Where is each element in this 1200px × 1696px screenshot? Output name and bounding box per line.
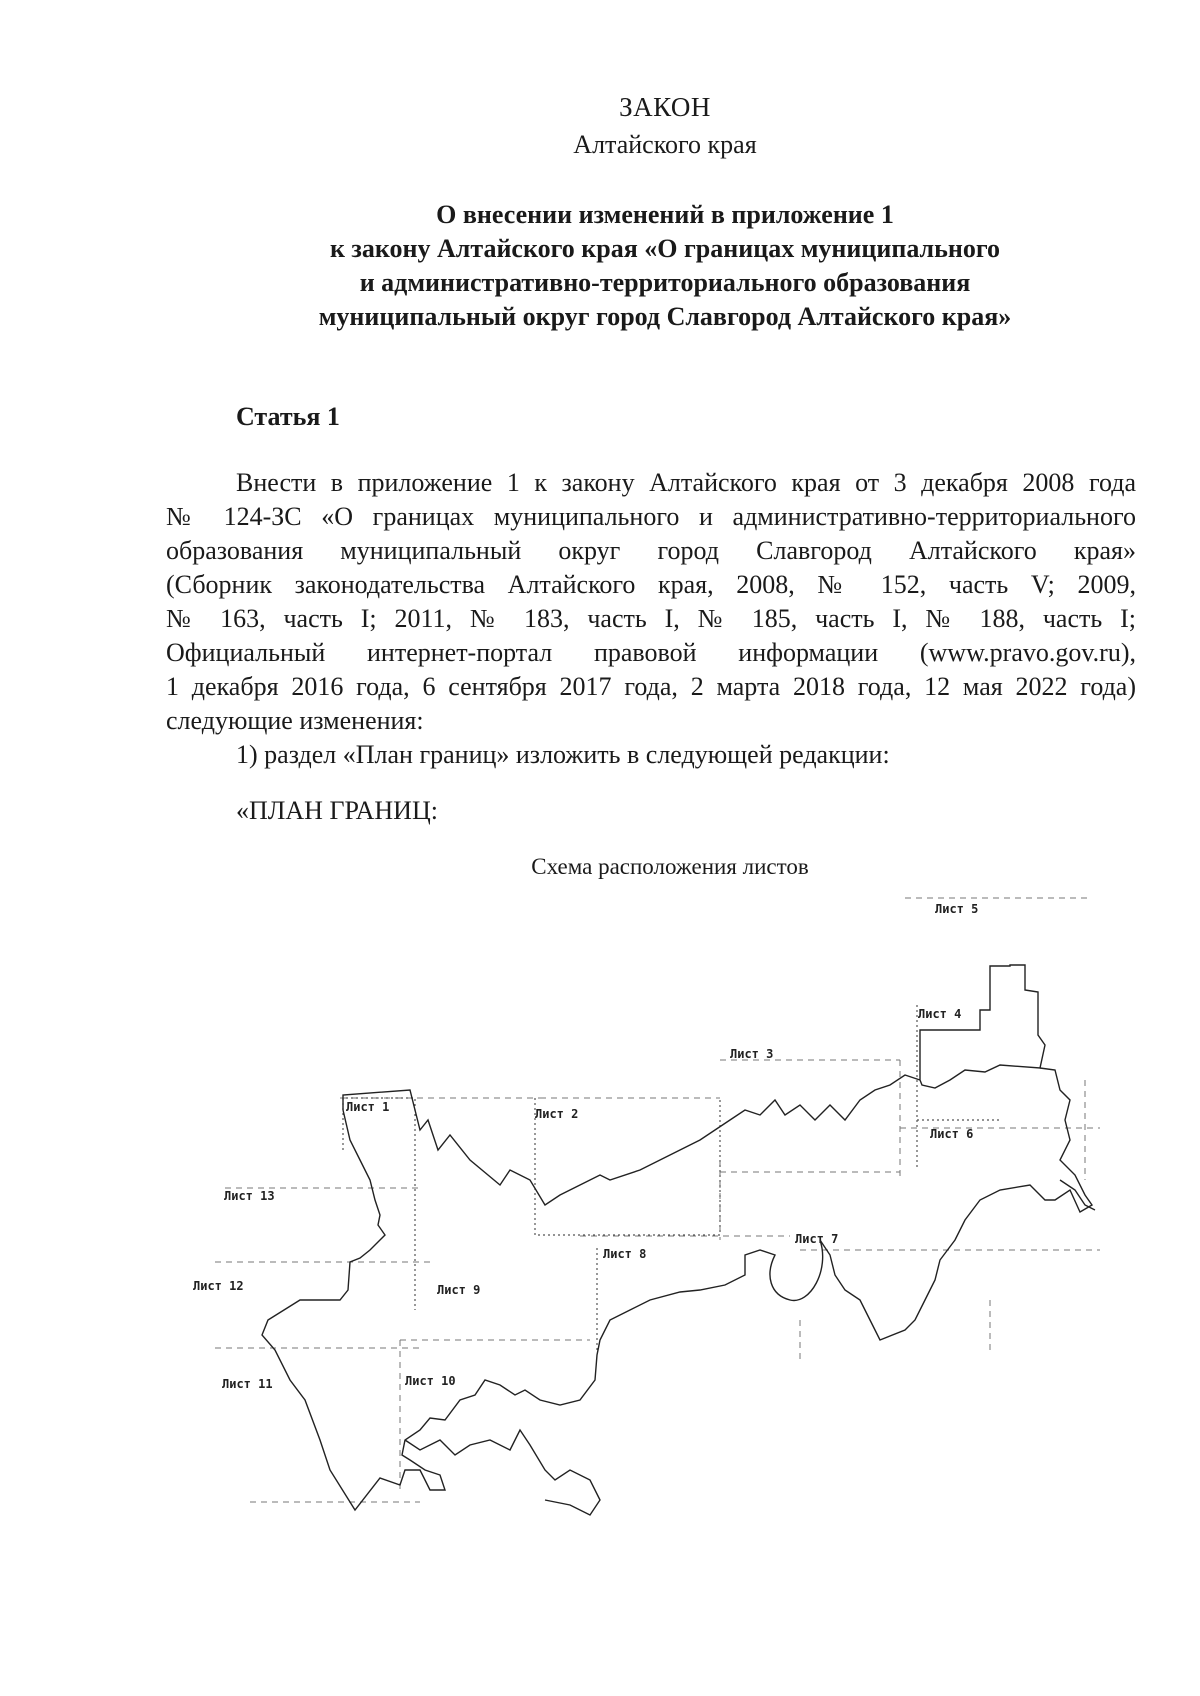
sheet-label: Лист 3: [730, 1047, 774, 1061]
article-heading: Статья 1: [236, 402, 340, 431]
title-line: и административно-территориального образования: [359, 268, 971, 297]
paragraph-line: Внести в приложение 1 к закону Алтайского края от 3 декабря 2008 года: [236, 468, 1136, 497]
title-line: О внесении изменений в приложение 1: [436, 200, 894, 229]
sheet-label: Лист 7: [795, 1232, 839, 1246]
title-line: муниципальный округ город Славгород Алтайского края»: [318, 302, 1012, 331]
paragraph-line: следующие изменения:: [166, 706, 424, 735]
document-type: ЗАКОН: [619, 92, 711, 122]
plan-heading: «ПЛАН ГРАНИЦ:: [236, 796, 438, 825]
paragraph-line: (Сборник законодательства Алтайского края, 2008, № 152, часть V; 2009,: [166, 570, 1136, 599]
title-line: к закону Алтайского края «О границах муниципального: [329, 234, 1001, 263]
sheet-label: Лист 6: [930, 1127, 974, 1141]
sheet-label: Лист 11: [222, 1377, 273, 1391]
sheet-layout-map: [0, 880, 1200, 1520]
sheet-label: Лист 5: [935, 902, 979, 916]
sheet-label: Лист 2: [535, 1107, 579, 1121]
amendment-item-1: 1) раздел «План границ» изложить в следующей редакции:: [236, 740, 890, 769]
sheet-label: Лист 12: [193, 1279, 244, 1293]
article-paragraph: [166, 466, 1136, 738]
sheet-grid: [215, 898, 1100, 1502]
paragraph-line: образования муниципальный округ город Славгород Алтайского края»: [166, 536, 1136, 565]
sheet-label: Лист 1: [346, 1100, 390, 1114]
sheet-label: Лист 4: [918, 1007, 962, 1021]
document-region: Алтайского края: [573, 130, 757, 159]
sheet-label: Лист 9: [437, 1283, 481, 1297]
paragraph-line: 1 декабря 2016 года, 6 сентября 2017 года, 2 марта 2018 года, 12 мая 2022 года): [166, 672, 1136, 701]
paragraph-line: № 163, часть I; 2011, № 183, часть I, № 185, часть I, № 188, часть I;: [166, 604, 1136, 633]
district-boundary: [262, 965, 1095, 1515]
sheet-frames: [343, 1005, 1000, 1350]
schema-title: Схема расположения листов: [531, 854, 809, 879]
sheet-labels: [193, 902, 978, 1391]
sheet-label: Лист 10: [405, 1374, 456, 1388]
sheet-label: Лист 8: [603, 1247, 647, 1261]
document-title: [270, 198, 1060, 334]
paragraph-line: № 124-ЗС «О границах муниципального и административно-территориального: [166, 502, 1136, 531]
sheet-label: Лист 13: [224, 1189, 275, 1203]
paragraph-line: Официальный интернет-портал правовой информации (www.pravo.gov.ru),: [166, 638, 1136, 667]
